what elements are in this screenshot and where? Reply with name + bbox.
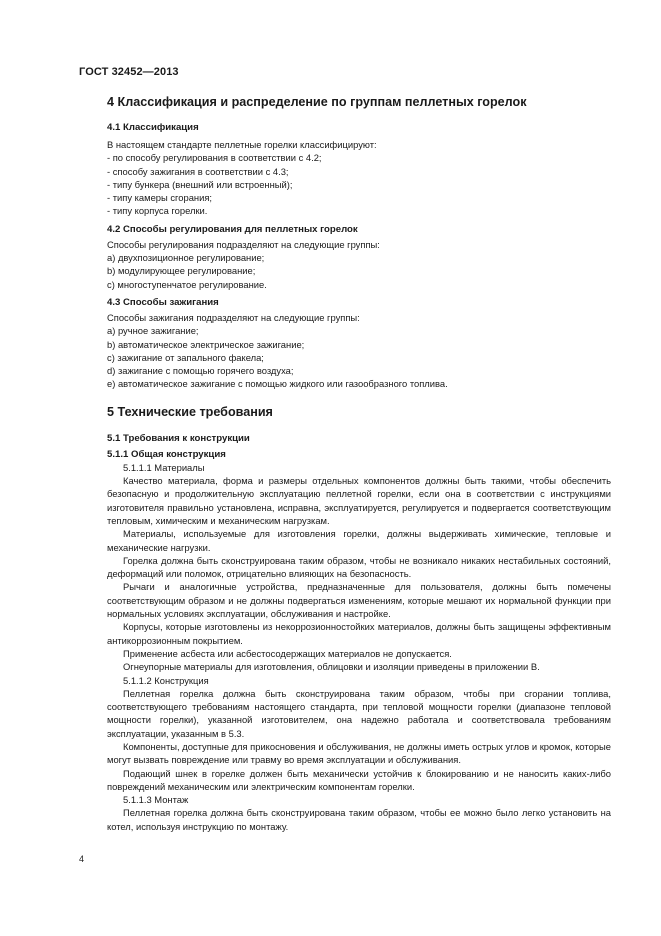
paragraph: Подающий шнек в горелке должен быть механически устойчив к блокированию и не наносить каких-либо повреждений механическим или электрическим компонентам горелки. [107,767,611,792]
section-5-1-1-title: 5.1.1 Общая конструкция [107,448,226,460]
list-item: - типу корпуса горелки. [107,205,208,217]
paragraph: Пеллетная горелка должна быть сконструирована таким образом, чтобы ее можно было легко установить на котел, используя инструкцию по монтажу. [107,807,611,832]
section-4-3-title: 4.3 Способы зажигания [107,296,219,308]
list-item: a) ручное зажигание; [107,325,199,337]
paragraph: Качество материала, форма и размеры отдельных компонентов должны быть такими, чтобы обеспечить безопасную и продолжительную эксплуатацию пеллетной горелки, если она в соответствии с инструкциями изготовителя правильно установлена, исправна, эксплуатируется, регулируется и подвергается соответствующим тепловым, химическим и механическим нагрузкам. [107,475,611,526]
list-item: a) двухпозиционное регулирование; [107,252,265,264]
section-4-2-title: 4.2 Способы регулирования для пеллетных горелок [107,223,358,235]
page-number: 4 [79,854,85,864]
paragraph: Огнеупорные материалы для изготовления, облицовки и изоляции приведены в приложении В. [123,661,540,673]
section-5-1-title: 5.1 Требования к конструкции [107,432,250,444]
list-item: - типу камеры сгорания; [107,192,213,204]
page-content [107,94,611,833]
paragraph: Материалы, используемые для изготовления горелки, должны выдерживать химические, тепловые и механические нагрузки. [107,528,611,553]
section-5-1-1-2-title: 5.1.1.2 Конструкция [123,674,209,686]
list-item: e) автоматическое зажигание с помощью жидкого или газообразного топлива. [107,378,448,390]
list-item: c) многоступенчатое регулирование. [107,278,267,290]
list-item: d) зажигание с помощью горячего воздуха; [107,365,294,377]
section-4-2-intro: Способы регулирования подразделяют на следующие группы: [107,238,380,250]
list-item: b) автоматическое электрическое зажигание; [107,338,305,350]
paragraph: Рычаги и аналогичные устройства, предназначенные для пользователя, должны быть помечены соответствующим образом и не должны подвергаться изменениям, которые мешают их нормальной функции при нормальных условиях эксплуатации, обслуживания и настройке. [107,581,611,620]
section-4-1-intro: В настоящем стандарте пеллетные горелки классифицируют: [107,139,377,150]
paragraph: Компоненты, доступные для прикосновения и обслуживания, не должны иметь острых углов и кромок, которые могут вызвать повреждение или травму во время эксплуатации и обслуживания. [107,740,611,766]
paragraph: Пеллетная горелка должна быть сконструирована таким образом, чтобы при сгорании топлива, соответствующего требованиям настоящего стандарта, при тепловой мощности горелки (диапазоне тепловой мощности горелки), указанной изготовителем, она надежно работала и соответствовала требованиям эксплуатации, указанным в 5.3. [107,687,611,739]
list-item: - способу зажигания в соответствии с 4.3; [107,165,289,177]
section-4-title: 4 Классификация и распределение по группам пеллетных горелок [107,95,527,109]
section-5-1-1-1-title: 5.1.1.1 Материалы [123,461,205,473]
paragraph: Корпусы, которые изготовлены из некоррозионностойких материалов, должны быть защищены эффективным антикоррозионным покрытием. [107,621,611,646]
paragraph: Горелка должна быть сконструирована таким образом, чтобы не возникало никаких нестабильных состояний, деформаций или поломок, отрицательно влияющих на безопасность. [107,554,611,580]
section-5-1-1-3-title: 5.1.1.3 Монтаж [123,794,189,806]
list-item: - по способу регулирования в соответствии с 4.2; [107,152,322,164]
list-item: - типу бункера (внешний или встроенный); [107,178,293,190]
section-4-1-title: 4.1 Классификация [107,122,199,133]
standard-header: ГОСТ 32452—2013 [79,66,179,78]
paragraph: Применение асбеста или асбестосодержащих материалов не допускается. [123,647,452,659]
section-4-3-intro: Способы зажигания подразделяют на следующие группы: [107,311,360,323]
section-5-title: 5 Технические требования [107,404,273,419]
list-item: b) модулирующее регулирование; [107,265,256,277]
list-item: c) зажигание от запального факела; [107,351,264,363]
